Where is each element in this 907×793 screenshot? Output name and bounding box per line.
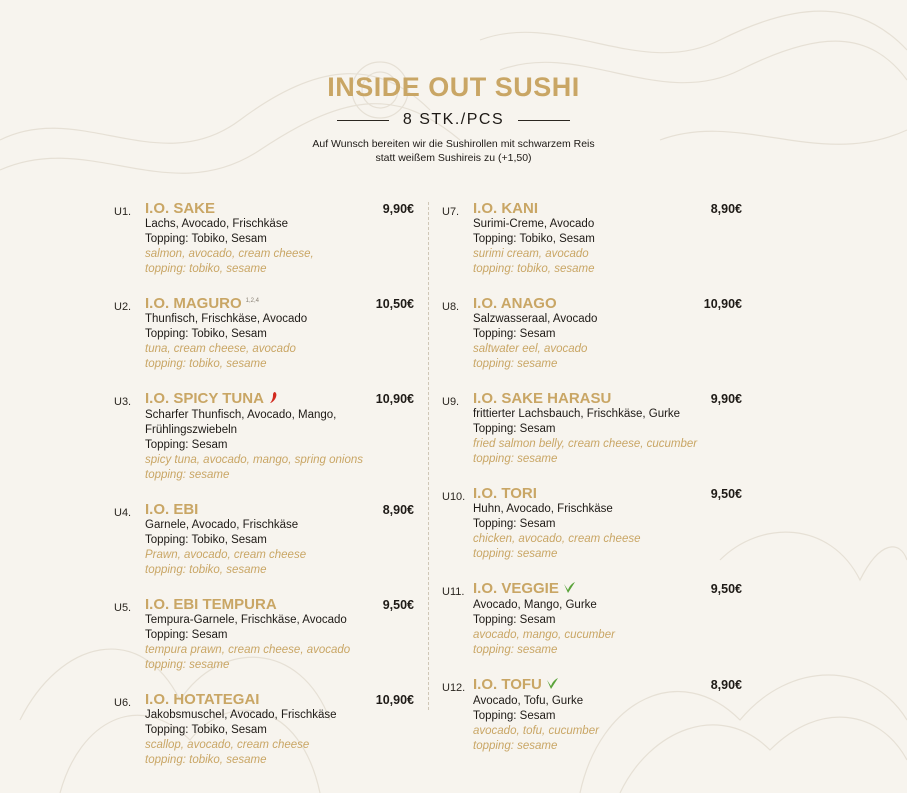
item-description-de: Topping: Sesam: [473, 423, 556, 435]
item-description-de: Salzwasseraal, Avocado: [473, 313, 598, 325]
item-description-de: Jakobsmuschel, Avocado, Frischkäse: [145, 709, 337, 721]
item-price: 8,90€: [710, 678, 742, 692]
item-name: I.O. ANAGO: [473, 295, 557, 312]
item-code: U4.: [114, 507, 132, 519]
item-description-de: Surimi-Creme, Avocado: [473, 218, 595, 230]
menu-item: [442, 295, 742, 372]
divider-rule-left: [337, 120, 389, 121]
item-code: U7.: [442, 206, 460, 218]
menu-item: [442, 200, 742, 277]
note-line: statt weißem Sushireis zu (+1,50): [375, 152, 532, 164]
item-description-en: topping: tobiko, sesame: [473, 263, 595, 275]
item-description-en: topping: tobiko, sesame: [145, 754, 267, 766]
item-code: U8.: [442, 301, 460, 313]
item-head-row: [473, 295, 742, 312]
item-description-en: fried salmon belly, cream cheese, cucumber: [473, 438, 698, 450]
piece-count-subtitle: 8 STK./PCS: [402, 111, 505, 128]
item-description-en: topping: sesame: [473, 358, 558, 370]
item-name: I.O. EBI TEMPURA: [145, 596, 277, 613]
item-description-de: frittierter Lachsbauch, Frischkäse, Gurke: [473, 408, 681, 420]
item-description-en: salmon, avocado, cream cheese,: [145, 248, 314, 260]
item-head-row: [145, 295, 414, 312]
item-description-de: Topping: Sesam: [145, 629, 228, 641]
item-description-de: Topping: Tobiko, Sesam: [145, 328, 267, 340]
item-name-group: [473, 200, 538, 217]
menu-item: [442, 390, 742, 467]
item-description-en: topping: tobiko, sesame: [145, 358, 267, 370]
item-price: 10,50€: [375, 297, 414, 311]
item-description-de: Avocado, Tofu, Gurke: [473, 695, 584, 707]
item-description-en: topping: sesame: [473, 644, 558, 656]
item-description-de: Avocado, Mango, Gurke: [473, 599, 597, 611]
item-description-en: saltwater eel, avocado: [473, 343, 588, 355]
item-name-group: [473, 390, 611, 407]
menu-item: [114, 390, 414, 483]
chili-icon: [269, 391, 278, 408]
item-code: U2.: [114, 301, 132, 313]
item-name: I.O. EBI: [145, 501, 199, 518]
item-description-de: Frühlingszwiebeln: [145, 424, 238, 436]
item-code: U12.: [442, 682, 466, 694]
item-description-en: tuna, cream cheese, avocado: [145, 343, 296, 355]
menu-item: [114, 691, 414, 768]
item-name: I.O. HOTATEGAI: [145, 691, 260, 708]
item-price: 10,90€: [375, 693, 414, 707]
item-name-group: [145, 390, 278, 408]
item-price: 8,90€: [710, 202, 742, 216]
item-name-group: [473, 580, 576, 598]
item-code: U5.: [114, 602, 132, 614]
item-description-en: topping: sesame: [145, 659, 230, 671]
item-description-en: spicy tuna, avocado, mango, spring onions: [145, 454, 363, 466]
menu-column-right: [442, 200, 742, 772]
item-description-en: Prawn, avocado, cream cheese: [145, 549, 307, 561]
item-head-row: [473, 200, 742, 217]
menu-item: [114, 596, 414, 673]
item-head-row: [145, 390, 414, 408]
item-name: I.O. VEGGIE: [473, 580, 559, 597]
item-description-de: Lachs, Avocado, Frischkäse: [145, 218, 288, 230]
item-description-en: topping: sesame: [473, 453, 558, 465]
item-description-de: Topping: Sesam: [145, 439, 228, 451]
item-name-group: [145, 200, 215, 217]
item-name-group: [145, 691, 259, 708]
item-description-de: Thunfisch, Frischkäse, Avocado: [145, 313, 308, 325]
item-description-de: Huhn, Avocado, Frischkäse: [473, 503, 613, 515]
black-rice-note: [0, 137, 907, 165]
item-description-de: Topping: Tobiko, Sesam: [145, 233, 267, 245]
menu-item: [442, 580, 742, 658]
item-price: 10,90€: [703, 297, 742, 311]
item-price: 9,50€: [382, 598, 414, 612]
item-code: U6.: [114, 697, 132, 709]
item-price: 9,50€: [710, 487, 742, 501]
item-description-en: topping: sesame: [473, 548, 558, 560]
item-code: U9.: [442, 396, 460, 408]
item-head-row: [145, 596, 414, 613]
item-description-en: topping: sesame: [473, 740, 558, 752]
allergen-codes: 1,2,4: [245, 298, 260, 304]
item-description-de: Topping: Tobiko, Sesam: [473, 233, 595, 245]
item-description-de: Topping: Tobiko, Sesam: [145, 724, 267, 736]
item-description-en: tempura prawn, cream cheese, avocado: [145, 644, 351, 656]
item-head-row: [473, 390, 742, 407]
item-description-de: Topping: Sesam: [473, 518, 556, 530]
item-code: U3.: [114, 396, 132, 408]
item-name: I.O. SPICY TUNA: [145, 390, 264, 407]
item-description-de: Topping: Tobiko, Sesam: [145, 534, 267, 546]
item-price: 9,50€: [710, 582, 742, 596]
item-head-row: [473, 676, 742, 694]
item-name: I.O. SAKE HARASU: [473, 390, 612, 407]
item-description-de: Scharfer Thunfisch, Avocado, Mango,: [145, 409, 337, 421]
item-name-group: [145, 596, 277, 613]
item-head-row: [473, 485, 742, 502]
item-head-row: [145, 501, 414, 518]
veggie-leaf-icon: [546, 677, 559, 694]
item-name: I.O. KANI: [473, 200, 539, 217]
divider-rule-right: [518, 120, 570, 121]
item-description-en: chicken, avocado, cream cheese: [473, 533, 641, 545]
menu-item: [442, 676, 742, 754]
item-price: 9,90€: [382, 202, 414, 216]
item-description-en: avocado, tofu, cucumber: [473, 725, 599, 737]
item-description-en: topping: tobiko, sesame: [145, 263, 267, 275]
item-code: U11.: [442, 586, 465, 598]
item-name-group: [473, 676, 559, 694]
menu-item: [442, 485, 742, 562]
page-title: INSIDE OUT SUSHI: [327, 72, 580, 102]
menu-column-left: [114, 200, 414, 786]
item-head-row: [473, 580, 742, 598]
menu-item: [114, 200, 414, 277]
item-head-row: [145, 200, 414, 217]
item-name: I.O. MAGURO: [145, 295, 242, 312]
item-description-en: topping: tobiko, sesame: [145, 564, 267, 576]
item-description-de: Topping: Sesam: [473, 710, 556, 722]
item-name-group: [473, 485, 537, 502]
item-description-en: topping: sesame: [145, 469, 230, 481]
item-description-de: Garnele, Avocado, Frischkäse: [145, 519, 299, 531]
item-description-en: scallop, avocado, cream cheese: [145, 739, 310, 751]
item-description-en: surimi cream, avocado: [473, 248, 589, 260]
item-price: 8,90€: [382, 503, 414, 517]
item-head-row: [145, 691, 414, 708]
menu-item: [114, 501, 414, 578]
item-description-de: Topping: Sesam: [473, 614, 556, 626]
item-name-group: [145, 501, 198, 518]
item-price: 9,90€: [710, 392, 742, 406]
veggie-leaf-icon: [563, 581, 576, 598]
item-description-de: Topping: Sesam: [473, 328, 556, 340]
item-name-group: [145, 295, 259, 312]
item-name-group: [473, 295, 557, 312]
item-description-de: Tempura-Garnele, Frischkäse, Avocado: [145, 614, 347, 626]
item-description-en: avocado, mango, cucumber: [473, 629, 615, 641]
item-code: U10.: [442, 491, 466, 503]
item-code: U1.: [114, 206, 132, 218]
item-name: I.O. TOFU: [473, 676, 542, 693]
note-line: Auf Wunsch bereiten wir die Sushirollen mit schwarzem Reis: [312, 138, 595, 150]
item-price: 10,90€: [375, 392, 414, 406]
menu-header: [0, 72, 907, 165]
subtitle-row: [0, 111, 907, 129]
menu-item: [114, 295, 414, 372]
item-name: I.O. SAKE: [145, 200, 216, 217]
column-divider: [428, 202, 429, 710]
item-name: I.O. TORI: [473, 485, 537, 502]
